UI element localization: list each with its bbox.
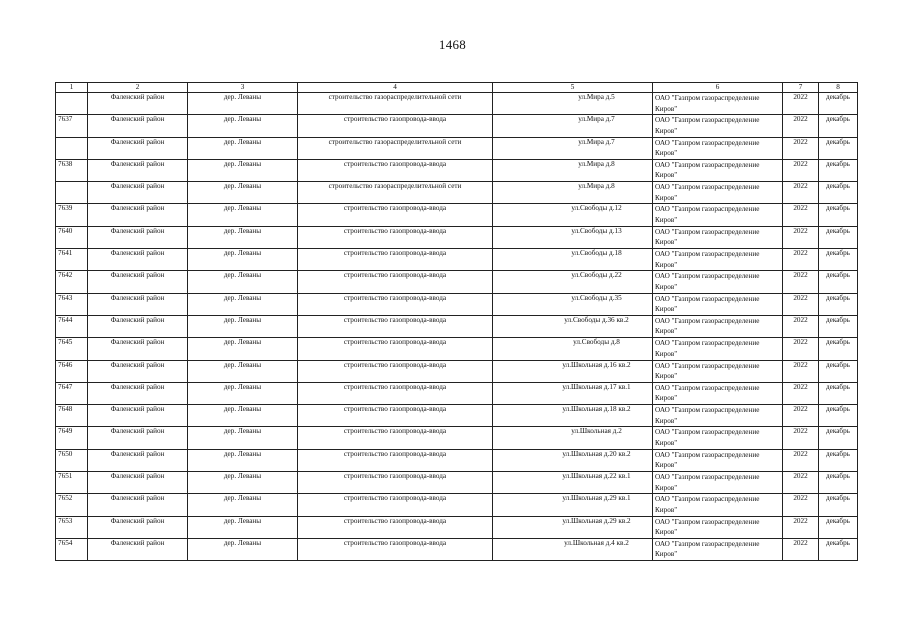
address-cell: ул.Мира д.7	[493, 115, 653, 137]
year-cell: 2022	[783, 472, 819, 494]
row-number: 7639	[56, 204, 88, 226]
district-cell: Фаленский район	[88, 293, 188, 315]
header-cell-7: 7	[783, 83, 819, 93]
work-type-cell: строительство газопровода-ввода	[298, 449, 493, 471]
month-cell: декабрь	[819, 271, 858, 293]
year-cell: 2022	[783, 538, 819, 560]
header-row	[56, 83, 858, 93]
district-cell: Фаленский район	[88, 538, 188, 560]
year-cell: 2022	[783, 360, 819, 382]
month-cell: декабрь	[819, 427, 858, 449]
address-cell: ул.Школьная д.4 кв.2	[493, 538, 653, 560]
year-cell: 2022	[783, 249, 819, 271]
settlement-cell: дер. Леваны	[188, 204, 298, 226]
row-number: 7643	[56, 293, 88, 315]
month-cell: декабрь	[819, 405, 858, 427]
district-cell: Фаленский район	[88, 494, 188, 516]
work-type-cell: строительство газопровода-ввода	[298, 472, 493, 494]
address-cell: ул.Мира д.8	[493, 159, 653, 181]
work-type-cell: строительство газопровода-ввода	[298, 494, 493, 516]
organization-cell: ОАО "Газпром газораспределение Киров"	[653, 182, 783, 204]
work-type-cell: строительство газопровода-ввода	[298, 338, 493, 360]
address-cell: ул.Школьная д.29 кв.2	[493, 516, 653, 538]
month-cell: декабрь	[819, 449, 858, 471]
header-cell-8: 8	[819, 83, 858, 93]
settlement-cell: дер. Леваны	[188, 115, 298, 137]
year-cell: 2022	[783, 182, 819, 204]
header-cell-3: 3	[188, 83, 298, 93]
year-cell: 2022	[783, 137, 819, 159]
table-row	[56, 226, 858, 248]
month-cell: декабрь	[819, 93, 858, 115]
table-row	[56, 338, 858, 360]
district-cell: Фаленский район	[88, 115, 188, 137]
year-cell: 2022	[783, 516, 819, 538]
row-number: 7641	[56, 249, 88, 271]
header-cell-5: 5	[493, 83, 653, 93]
organization-cell: ОАО "Газпром газораспределение Киров"	[653, 271, 783, 293]
address-cell: ул.Школьная д.18 кв.2	[493, 405, 653, 427]
work-type-cell: строительство газопровода-ввода	[298, 159, 493, 181]
address-cell: ул.Школьная д.20 кв.2	[493, 449, 653, 471]
month-cell: декабрь	[819, 182, 858, 204]
organization-cell: ОАО "Газпром газораспределение Киров"	[653, 226, 783, 248]
organization-cell: ОАО "Газпром газораспределение Киров"	[653, 516, 783, 538]
address-cell: ул.Свободы д.13	[493, 226, 653, 248]
year-cell: 2022	[783, 427, 819, 449]
row-number: 7638	[56, 159, 88, 181]
month-cell: декабрь	[819, 159, 858, 181]
district-cell: Фаленский район	[88, 382, 188, 404]
settlement-cell: дер. Леваны	[188, 315, 298, 337]
month-cell: декабрь	[819, 137, 858, 159]
settlement-cell: дер. Леваны	[188, 159, 298, 181]
table-row	[56, 115, 858, 137]
organization-cell: ОАО "Газпром газораспределение Киров"	[653, 405, 783, 427]
table-row	[56, 472, 858, 494]
register-table	[55, 82, 858, 561]
month-cell: декабрь	[819, 315, 858, 337]
month-cell: декабрь	[819, 293, 858, 315]
year-cell: 2022	[783, 338, 819, 360]
address-cell: ул.Школьная д.22 кв.1	[493, 472, 653, 494]
work-type-cell: строительство газопровода-ввода	[298, 249, 493, 271]
address-cell: ул.Мира д.5	[493, 93, 653, 115]
year-cell: 2022	[783, 494, 819, 516]
table-row	[56, 449, 858, 471]
table-row	[56, 271, 858, 293]
row-number: 7637	[56, 115, 88, 137]
organization-cell: ОАО "Газпром газораспределение Киров"	[653, 427, 783, 449]
row-number: 7651	[56, 472, 88, 494]
year-cell: 2022	[783, 226, 819, 248]
header-cell-2: 2	[88, 83, 188, 93]
row-number	[56, 182, 88, 204]
work-type-cell: строительство газопровода-ввода	[298, 427, 493, 449]
work-type-cell: строительство газопровода-ввода	[298, 271, 493, 293]
settlement-cell: дер. Леваны	[188, 449, 298, 471]
district-cell: Фаленский район	[88, 226, 188, 248]
year-cell: 2022	[783, 315, 819, 337]
row-number: 7644	[56, 315, 88, 337]
district-cell: Фаленский район	[88, 204, 188, 226]
month-cell: декабрь	[819, 382, 858, 404]
header-cell-6: 6	[653, 83, 783, 93]
settlement-cell: дер. Леваны	[188, 338, 298, 360]
table-row	[56, 93, 858, 115]
address-cell: ул.Свободы д.36 кв.2	[493, 315, 653, 337]
address-cell: ул.Школьная д.29 кв.1	[493, 494, 653, 516]
settlement-cell: дер. Леваны	[188, 226, 298, 248]
row-number: 7654	[56, 538, 88, 560]
work-type-cell: строительство газопровода-ввода	[298, 382, 493, 404]
district-cell: Фаленский район	[88, 360, 188, 382]
organization-cell: ОАО "Газпром газораспределение Киров"	[653, 315, 783, 337]
month-cell: декабрь	[819, 494, 858, 516]
month-cell: декабрь	[819, 360, 858, 382]
organization-cell: ОАО "Газпром газораспределение Киров"	[653, 494, 783, 516]
table-row	[56, 249, 858, 271]
table-row	[56, 405, 858, 427]
work-type-cell: строительство газораспределительной сети	[298, 137, 493, 159]
settlement-cell: дер. Леваны	[188, 405, 298, 427]
table-header	[56, 83, 858, 93]
table-row	[56, 382, 858, 404]
organization-cell: ОАО "Газпром газораспределение Киров"	[653, 137, 783, 159]
year-cell: 2022	[783, 449, 819, 471]
table-row	[56, 494, 858, 516]
table-row	[56, 315, 858, 337]
year-cell: 2022	[783, 293, 819, 315]
month-cell: декабрь	[819, 204, 858, 226]
district-cell: Фаленский район	[88, 472, 188, 494]
district-cell: Фаленский район	[88, 449, 188, 471]
table-row	[56, 159, 858, 181]
row-number: 7647	[56, 382, 88, 404]
month-cell: декабрь	[819, 226, 858, 248]
organization-cell: ОАО "Газпром газораспределение Киров"	[653, 360, 783, 382]
settlement-cell: дер. Леваны	[188, 538, 298, 560]
address-cell: ул.Мира д.8	[493, 182, 653, 204]
table-row	[56, 427, 858, 449]
district-cell: Фаленский район	[88, 338, 188, 360]
address-cell: ул.Свободы д.22	[493, 271, 653, 293]
year-cell: 2022	[783, 271, 819, 293]
year-cell: 2022	[783, 93, 819, 115]
settlement-cell: дер. Леваны	[188, 293, 298, 315]
year-cell: 2022	[783, 159, 819, 181]
work-type-cell: строительство газопровода-ввода	[298, 405, 493, 427]
table-row	[56, 182, 858, 204]
district-cell: Фаленский район	[88, 249, 188, 271]
table-row	[56, 204, 858, 226]
work-type-cell: строительство газопровода-ввода	[298, 516, 493, 538]
address-cell: ул.Школьная д.2	[493, 427, 653, 449]
address-cell: ул.Свободы д.8	[493, 338, 653, 360]
row-number: 7650	[56, 449, 88, 471]
header-cell-1: 1	[56, 83, 88, 93]
year-cell: 2022	[783, 382, 819, 404]
row-number	[56, 137, 88, 159]
district-cell: Фаленский район	[88, 93, 188, 115]
year-cell: 2022	[783, 204, 819, 226]
settlement-cell: дер. Леваны	[188, 494, 298, 516]
month-cell: декабрь	[819, 538, 858, 560]
address-cell: ул.Школьная д.17 кв.1	[493, 382, 653, 404]
district-cell: Фаленский район	[88, 405, 188, 427]
organization-cell: ОАО "Газпром газораспределение Киров"	[653, 472, 783, 494]
year-cell: 2022	[783, 405, 819, 427]
work-type-cell: строительство газораспределительной сети	[298, 182, 493, 204]
work-type-cell: строительство газопровода-ввода	[298, 538, 493, 560]
organization-cell: ОАО "Газпром газораспределение Киров"	[653, 382, 783, 404]
organization-cell: ОАО "Газпром газораспределение Киров"	[653, 449, 783, 471]
district-cell: Фаленский район	[88, 516, 188, 538]
work-type-cell: строительство газопровода-ввода	[298, 293, 493, 315]
month-cell: декабрь	[819, 115, 858, 137]
address-cell: ул.Свободы д.18	[493, 249, 653, 271]
settlement-cell: дер. Леваны	[188, 271, 298, 293]
organization-cell: ОАО "Газпром газораспределение Киров"	[653, 249, 783, 271]
page-number: 1468	[438, 37, 467, 52]
settlement-cell: дер. Леваны	[188, 516, 298, 538]
district-cell: Фаленский район	[88, 271, 188, 293]
district-cell: Фаленский район	[88, 159, 188, 181]
row-number: 7645	[56, 338, 88, 360]
settlement-cell: дер. Леваны	[188, 93, 298, 115]
table-body	[56, 93, 858, 561]
table-row	[56, 293, 858, 315]
settlement-cell: дер. Леваны	[188, 472, 298, 494]
work-type-cell: строительство газораспределительной сети	[298, 93, 493, 115]
row-number: 7652	[56, 494, 88, 516]
table-row	[56, 360, 858, 382]
address-cell: ул.Свободы д.12	[493, 204, 653, 226]
settlement-cell: дер. Леваны	[188, 360, 298, 382]
row-number: 7653	[56, 516, 88, 538]
row-number: 7648	[56, 405, 88, 427]
address-cell: ул.Мира д.7	[493, 137, 653, 159]
work-type-cell: строительство газопровода-ввода	[298, 115, 493, 137]
address-cell: ул.Свободы д.35	[493, 293, 653, 315]
work-type-cell: строительство газопровода-ввода	[298, 204, 493, 226]
month-cell: декабрь	[819, 516, 858, 538]
district-cell: Фаленский район	[88, 182, 188, 204]
header-cell-4: 4	[298, 83, 493, 93]
settlement-cell: дер. Леваны	[188, 382, 298, 404]
organization-cell: ОАО "Газпром газораспределение Киров"	[653, 115, 783, 137]
organization-cell: ОАО "Газпром газораспределение Киров"	[653, 204, 783, 226]
month-cell: декабрь	[819, 472, 858, 494]
month-cell: декабрь	[819, 249, 858, 271]
organization-cell: ОАО "Газпром газораспределение Киров"	[653, 159, 783, 181]
address-cell: ул.Школьная д.16 кв.2	[493, 360, 653, 382]
settlement-cell: дер. Леваны	[188, 427, 298, 449]
work-type-cell: строительство газопровода-ввода	[298, 226, 493, 248]
organization-cell: ОАО "Газпром газораспределение Киров"	[653, 93, 783, 115]
row-number: 7646	[56, 360, 88, 382]
table-row	[56, 516, 858, 538]
table-row	[56, 538, 858, 560]
settlement-cell: дер. Леваны	[188, 249, 298, 271]
settlement-cell: дер. Леваны	[188, 182, 298, 204]
work-type-cell: строительство газопровода-ввода	[298, 360, 493, 382]
table-row	[56, 137, 858, 159]
organization-cell: ОАО "Газпром газораспределение Киров"	[653, 293, 783, 315]
row-number: 7642	[56, 271, 88, 293]
organization-cell: ОАО "Газпром газораспределение Киров"	[653, 538, 783, 560]
year-cell: 2022	[783, 115, 819, 137]
work-type-cell: строительство газопровода-ввода	[298, 315, 493, 337]
district-cell: Фаленский район	[88, 315, 188, 337]
row-number	[56, 93, 88, 115]
row-number: 7649	[56, 427, 88, 449]
district-cell: Фаленский район	[88, 137, 188, 159]
district-cell: Фаленский район	[88, 427, 188, 449]
month-cell: декабрь	[819, 338, 858, 360]
organization-cell: ОАО "Газпром газораспределение Киров"	[653, 338, 783, 360]
settlement-cell: дер. Леваны	[188, 137, 298, 159]
row-number: 7640	[56, 226, 88, 248]
